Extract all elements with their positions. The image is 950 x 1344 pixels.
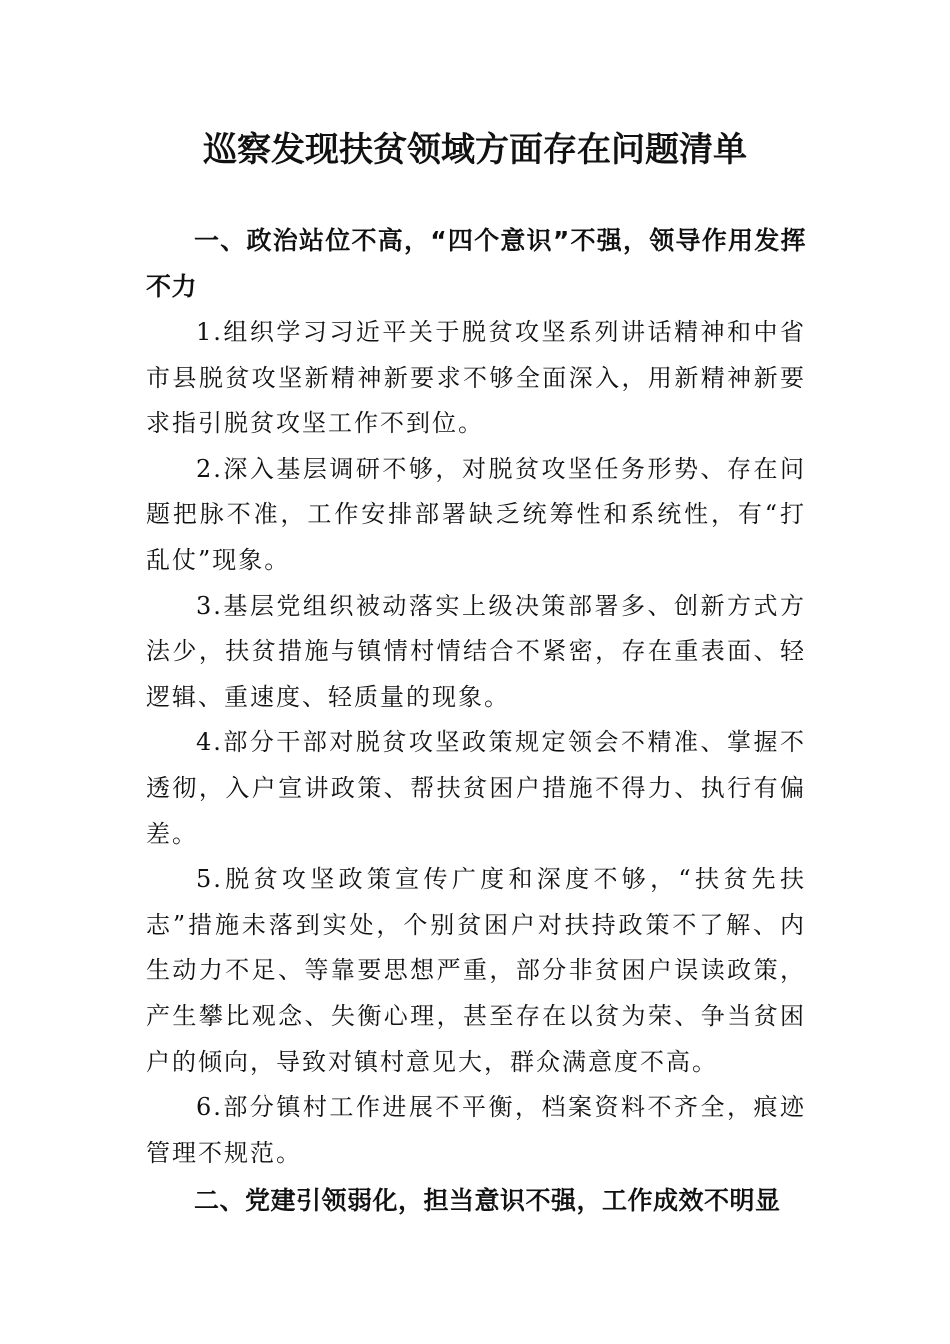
section-2-heading: 二、党建引领弱化，担当意识不强，工作成效不明显: [194, 1186, 781, 1216]
section-1-item-2: 2.深入基层调研不够，对脱贫攻坚任务形势、存在问题把脉不准，工作安排部署缺乏统筹性和系统性，有“打乱仗”现象。: [146, 454, 806, 574]
section-1-item-1: 1.组织学习习近平关于脱贫攻坚系列讲话精神和中省市县脱贫攻坚新精神新要求不够全面深入，用新精神新要求指引脱贫攻坚工作不到位。: [146, 318, 806, 438]
section-1-item-6: 6.部分镇村工作进展不平衡，档案资料不齐全，痕迹管理不规范。: [146, 1093, 806, 1167]
section-1-heading: 一、政治站位不高，“四个意识”不强，领导作用发挥不力: [146, 226, 806, 301]
document-title: 巡察发现扶贫领域方面存在问题清单: [203, 130, 747, 170]
section-1-item-3: 3.基层党组织被动落实上级决策部署多、创新方式方法少，扶贫措施与镇情村情结合不紧密，存在重表面、轻逻辑、重速度、轻质量的现象。: [146, 591, 806, 711]
document-body: [146, 218, 806, 1224]
section-1-item-4: 4.部分干部对脱贫攻坚政策规定领会不精准、掌握不透彻，入户宣讲政策、帮扶贫困户措施不得力、执行有偏差。: [146, 728, 806, 848]
section-1-item-5: 5.脱贫攻坚政策宣传广度和深度不够，“扶贫先扶志”措施未落到实处，个别贫困户对扶持政策不了解、内生动力不足、等靠要思想严重，部分非贫困户误读政策，产生攀比观念、失衡心理，甚至存在以贫为荣、争当贫困户的倾向，导致对镇村意见大，群众满意度不高。: [146, 865, 806, 1076]
